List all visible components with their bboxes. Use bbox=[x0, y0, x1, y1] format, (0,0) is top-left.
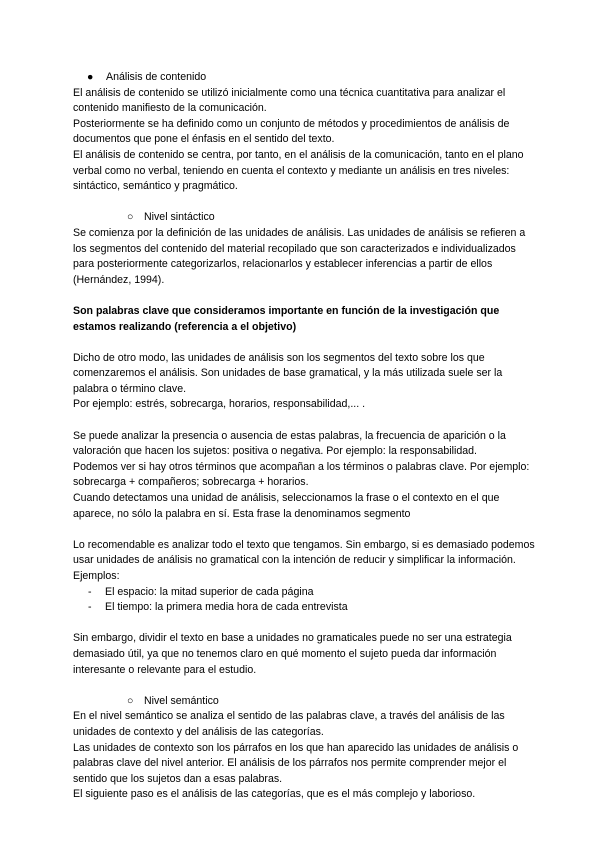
bullet-circle-icon: ○ bbox=[127, 694, 134, 707]
list-item bbox=[73, 585, 538, 601]
paragraph: Por ejemplo: estrés, sobrecarga, horarios, responsabilidad,... . bbox=[73, 398, 366, 411]
paragraph: El siguiente paso es el análisis de las categorías, que es el más complejo y laborioso. bbox=[73, 788, 476, 801]
dash-bullet-icon: - bbox=[88, 585, 92, 598]
bullet-disc-icon: ● bbox=[87, 71, 94, 83]
bullet-analisis-de-contenido bbox=[73, 70, 538, 86]
paragraph: Posteriormente se ha definido como un conjunto de métodos y procedimientos de análisis de documentos que pone el énfasis en el sentido del texto. bbox=[73, 117, 510, 146]
paragraph: Se comienza por la definición de las unidades de análisis. Las unidades de análisis se refieren a los segmentos del contenido del material recopilado que son caracterizados e individualizados para posteriormente categorizarlos, relacionarlos y establecer inferencias a partir de ellos (Hernández, 1994). bbox=[73, 226, 526, 286]
paragraph: Dicho de otro modo, las unidades de análisis son los segmentos del texto sobre los que comenzaremos el análisis. Son unidades de base gramatical, y la más utilizada suele ser la palabra o término clave. bbox=[73, 351, 503, 395]
paragraph: Lo recomendable es analizar todo el texto que tengamos. Sin embargo, si es demasiado podemos usar unidades de análisis no gramatical con la intención de reducir y simplificar la información. Ejemplos: bbox=[73, 538, 535, 582]
bold-heading: Son palabras clave que consideramos importante en función de la investigación que estamos realizando (referencia a el objetivo) bbox=[73, 304, 500, 333]
paragraph: Sin embargo, dividir el texto en base a unidades no gramaticales puede no ser una estrategia demasiado útil, ya que no tenemos claro en qué momento el sujeto pueda dar información interesante o relevante para el estudio. bbox=[73, 632, 512, 676]
list-item-text: El espacio: la mitad superior de cada página bbox=[105, 585, 314, 598]
list-item-text: El tiempo: la primera media hora de cada entrevista bbox=[105, 601, 348, 614]
subsection-title: Nivel sintáctico bbox=[144, 211, 215, 224]
document-body bbox=[73, 70, 538, 803]
subsection-title: Nivel semántico bbox=[144, 694, 219, 707]
paragraph: Cuando detectamos una unidad de análisis, seleccionamos la frase o el contexto en el que aparece, no sólo la palabra en sí. Esta frase la denominamos segmento bbox=[73, 492, 500, 520]
paragraph: El análisis de contenido se utilizó inicialmente como una técnica cuantitativa para analizar el contenido manifiesto de la comunicación. bbox=[73, 86, 506, 115]
paragraph: Se puede analizar la presencia o ausencia de estas palabras, la frecuencia de aparición o la valoración que hacen los sujetos: positiva o negativa. Por ejemplo: la responsabilidad. bbox=[73, 429, 506, 458]
paragraph: En el nivel semántico se analiza el sentido de las palabras clave, a través del análisis de las unidades de contexto y del análisis de las categorías. bbox=[73, 710, 505, 738]
bullet-nivel-semantico bbox=[73, 694, 538, 710]
bullet-nivel-sintactico bbox=[73, 210, 538, 226]
section-title: Análisis de contenido bbox=[106, 71, 207, 83]
paragraph: El análisis de contenido se centra, por tanto, en el análisis de la comunicación, tanto en el plano verbal como no verbal, teniendo en cuenta el contexto y mediante un análisis en tres niveles: sintáctico, semántico y pragmático. bbox=[73, 148, 524, 193]
paragraph: Las unidades de contexto son los párrafos en los que han aparecido las unidades de análisis o palabras clave del nivel anterior. El análisis de los párrafos nos permite comprender mejor el sentido que los sujetos dan a esas palabras. bbox=[73, 741, 519, 785]
dash-bullet-icon: - bbox=[88, 601, 92, 614]
bullet-circle-icon: ○ bbox=[127, 211, 134, 224]
list-item bbox=[73, 600, 538, 616]
paragraph: Podemos ver si hay otros términos que acompañan a los términos o palabras clave. Por ejemplo: sobrecarga + compañeros; sobrecarga + horarios. bbox=[73, 460, 530, 489]
